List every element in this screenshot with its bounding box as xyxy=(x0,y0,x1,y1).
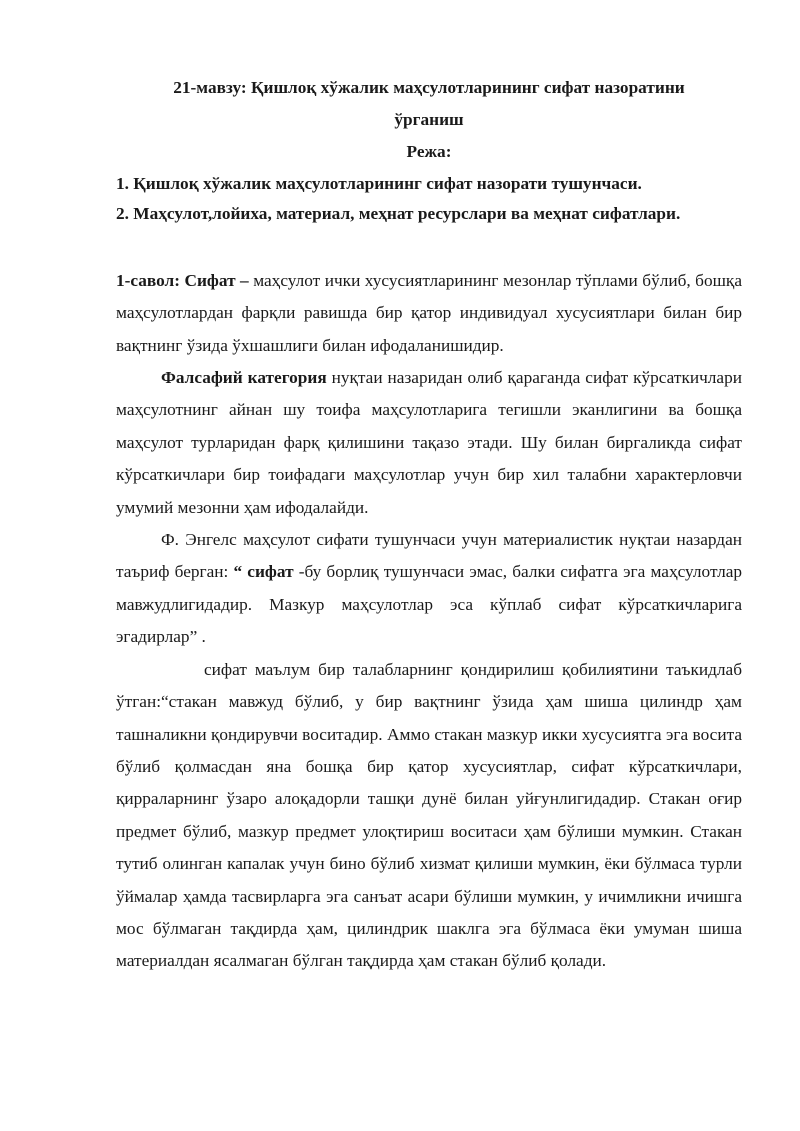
document-body xyxy=(116,72,742,978)
question-1-text: маҳсулот ички хусусиятларининг мезонлар тўплами бўлиб, бошқа маҳсулотлардан фарқли равишда бир қатор индивидуал хусусиятлари билан бир вақтнинг ўзида ўхшашлиги билан ифодаланишидир. xyxy=(116,270,742,355)
plan-item-2: 2. Маҳсулот,лойиха, материал, меҳнат ресурслари ва меҳнат сифатлари. xyxy=(116,203,681,223)
plan-heading: Режа: xyxy=(406,141,452,161)
paragraph-philosophical-category xyxy=(116,362,742,524)
plan-item-1: 1. Қишлоқ хўжалик маҳсулотларининг сифат назорати тушунчаси. xyxy=(116,173,642,193)
engels-text-before: Ф. Энгелс маҳсулот сифати тушунчаси учун материалистик нуқтаи назардан таъриф берган: xyxy=(116,530,742,582)
topic-title-line-1: 21-мавзу: Қишлоқ хўжалик маҳсулотларининг сифат назоратини xyxy=(173,78,685,97)
engels-quote-term: “ сифат xyxy=(233,562,294,582)
plan-list xyxy=(116,169,742,229)
question-1-lead: 1-савол: Сифат – xyxy=(116,270,249,290)
paragraph-glass-example: сифат маълум бир талабларнинг қондирилиш қобилиятини таъкидлаб ўтган:“стакан мавжуд бўлиб, у бир вақтнинг ўзида ҳам шиша цилиндр ҳам ташналикни қондирувчи воситадир. Аммо стакан мазкур икки хусусиятга эга восита бўлиб қолмасдан яна бошқа бир қатор хусусиятлар, сифат кўрсаткичлари, қирраларнинг ўзаро алоқадорли ташқи дунё билан уйғунлигидадир. Стакан оғир предмет бўлиб, мазкур предмет улоқтириш воситаси ҳам бўлиши мумкин. Стакан тутиб олинган капалак учун бино бўлиб хизмат қилиши мумкин, ёки бўлмаса турли ўймалар ҳамда тасвирларга эга санъат асари бўлиши мумкин, у ичимликни ичишга мос бўлмаган тақдирда ҳам, цилиндрик шаклга эга бўлмаса ёки умуман шиша материалдан ясалмаган бўлган тақдирда ҳам стакан бўлиб қолади. xyxy=(116,659,742,971)
philosophical-category-text: нуқтаи назаридан олиб қараганда сифат кўрсаткичлари маҳсулотнинг айнан шу тоифа маҳсулотларига тегишли эканлигини ва бошқа маҳсулот турларидан фарқ қилишини тақазо этади. Шу билан биргаликда сифат кўрсаткичлари бир тоифадаги маҳсулотлар учун бир хил талабни характерловчи умумий мезонни ҳам ифодалайди. xyxy=(116,368,742,517)
paragraph-question-1 xyxy=(116,265,742,362)
engels-text-after: -бу борлиқ тушунчаси эмас, балки сифатга эга маҳсулотлар мавжудлигидадир. Мазкур маҳсулотлар эса кўплаб сифат кўрсаткичларига эгадирлар” . xyxy=(116,562,742,647)
topic-title-line-2: ўрганиш xyxy=(394,110,464,130)
philosophical-category-term: Фалсафий категория xyxy=(161,368,327,388)
paragraph-engels xyxy=(116,524,742,654)
